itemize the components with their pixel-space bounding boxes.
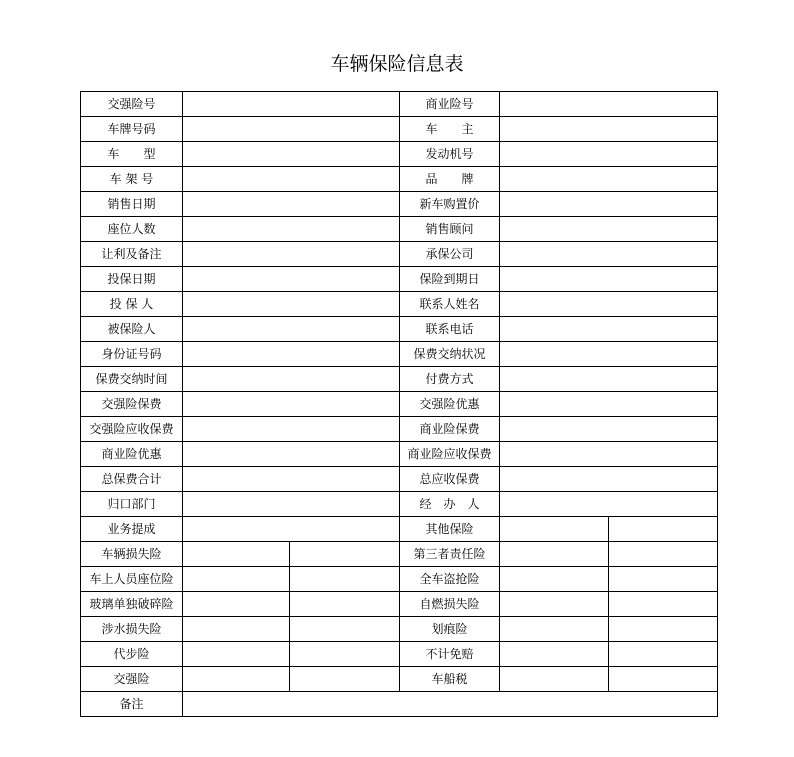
form-row xyxy=(81,292,718,317)
form-row xyxy=(81,242,718,267)
field-label-right: 商业险应收保费 xyxy=(400,442,500,467)
remark-label: 备注 xyxy=(81,692,183,717)
field-value-right[interactable] xyxy=(500,292,718,317)
coverage-row xyxy=(81,642,718,667)
coverage-premium-right[interactable] xyxy=(609,567,718,592)
form-row xyxy=(81,367,718,392)
coverage-row xyxy=(81,567,718,592)
coverage-amount-left[interactable] xyxy=(183,642,290,667)
coverage-premium-left[interactable] xyxy=(290,617,400,642)
field-label-left: 投 保 人 xyxy=(81,292,183,317)
coverage-premium-left[interactable] xyxy=(290,542,400,567)
field-value-right[interactable] xyxy=(500,167,718,192)
field-label-left: 座位人数 xyxy=(81,217,183,242)
field-label-left: 投保日期 xyxy=(81,267,183,292)
field-value-right[interactable] xyxy=(500,192,718,217)
field-value-left[interactable] xyxy=(183,317,400,342)
field-label-left: 销售日期 xyxy=(81,192,183,217)
coverage-label-left: 车上人员座位险 xyxy=(81,567,183,592)
remark-row xyxy=(81,692,718,717)
field-label-left: 总保费合计 xyxy=(81,467,183,492)
field-value-right[interactable] xyxy=(500,242,718,267)
coverage-premium-right[interactable] xyxy=(609,667,718,692)
coverage-premium-right[interactable] xyxy=(609,542,718,567)
field-value-right[interactable] xyxy=(500,142,718,167)
field-label-right: 其他保险 xyxy=(400,517,500,542)
field-label-right: 车 主 xyxy=(400,117,500,142)
field-label-right: 品 牌 xyxy=(400,167,500,192)
page-title: 车辆保险信息表 xyxy=(330,53,464,75)
field-value-right[interactable] xyxy=(500,92,718,117)
coverage-amount-left[interactable] xyxy=(183,542,290,567)
field-label-left: 让利及备注 xyxy=(81,242,183,267)
field-label-left: 归口部门 xyxy=(81,492,183,517)
form-row xyxy=(81,142,718,167)
coverage-label-left: 车辆损失险 xyxy=(81,542,183,567)
coverage-premium-right[interactable] xyxy=(609,592,718,617)
field-value-left[interactable] xyxy=(183,417,400,442)
field-label-left: 交强险号 xyxy=(81,92,183,117)
coverage-premium-left[interactable] xyxy=(290,567,400,592)
field-label-left: 车 架 号 xyxy=(81,167,183,192)
field-value-right[interactable] xyxy=(500,392,718,417)
coverage-label-left: 涉水损失险 xyxy=(81,617,183,642)
field-value-left[interactable] xyxy=(183,217,400,242)
field-label-right: 承保公司 xyxy=(400,242,500,267)
field-label-left: 身份证号码 xyxy=(81,342,183,367)
field-value-left[interactable] xyxy=(183,367,400,392)
field-label-right: 总应收保费 xyxy=(400,467,500,492)
coverage-label-left: 交强险 xyxy=(81,667,183,692)
field-value-right[interactable] xyxy=(500,367,718,392)
field-value-right[interactable] xyxy=(500,492,718,517)
coverage-amount-right[interactable] xyxy=(500,592,609,617)
field-label-right: 联系人姓名 xyxy=(400,292,500,317)
coverage-label-right: 车船税 xyxy=(400,667,500,692)
coverage-label-right: 第三者责任险 xyxy=(400,542,500,567)
field-label-right: 交强险优惠 xyxy=(400,392,500,417)
field-label-right: 联系电话 xyxy=(400,317,500,342)
field-label-left: 车 型 xyxy=(81,142,183,167)
coverage-row xyxy=(81,592,718,617)
form-row xyxy=(81,317,718,342)
form-row xyxy=(81,442,718,467)
field-label-right: 保费交纳状况 xyxy=(400,342,500,367)
field-label-right: 发动机号 xyxy=(400,142,500,167)
form-row xyxy=(81,417,718,442)
coverage-label-right: 自燃损失险 xyxy=(400,592,500,617)
coverage-label-right: 全车盗抢险 xyxy=(400,567,500,592)
field-value-right[interactable] xyxy=(500,117,718,142)
form-row xyxy=(81,92,718,117)
coverage-premium-left[interactable] xyxy=(290,667,400,692)
field-label-left: 商业险优惠 xyxy=(81,442,183,467)
field-value-right[interactable] xyxy=(500,417,718,442)
coverage-row xyxy=(81,617,718,642)
coverage-label-left: 玻璃单独破碎险 xyxy=(81,592,183,617)
field-value-right-extra[interactable] xyxy=(609,517,718,542)
form-row xyxy=(81,517,718,542)
form-row xyxy=(81,217,718,242)
field-label-right: 销售顾问 xyxy=(400,217,500,242)
field-value-right[interactable] xyxy=(500,317,718,342)
form-row xyxy=(81,117,718,142)
field-value-right[interactable] xyxy=(500,442,718,467)
field-label-left: 业务提成 xyxy=(81,517,183,542)
coverage-amount-right[interactable] xyxy=(500,617,609,642)
field-value-right[interactable] xyxy=(500,217,718,242)
coverage-amount-right[interactable] xyxy=(500,542,609,567)
form-row xyxy=(81,167,718,192)
coverage-row xyxy=(81,542,718,567)
field-value-left[interactable] xyxy=(183,242,400,267)
field-label-right: 新车购置价 xyxy=(400,192,500,217)
form-row xyxy=(81,392,718,417)
coverage-label-right: 不计免赔 xyxy=(400,642,500,667)
insurance-form-table xyxy=(80,91,718,717)
coverage-amount-right[interactable] xyxy=(500,667,609,692)
coverage-amount-left[interactable] xyxy=(183,617,290,642)
coverage-label-left: 代步险 xyxy=(81,642,183,667)
coverage-amount-left[interactable] xyxy=(183,567,290,592)
field-value-left[interactable] xyxy=(183,467,400,492)
form-row xyxy=(81,192,718,217)
field-value-left[interactable] xyxy=(183,267,400,292)
field-value-left[interactable] xyxy=(183,192,400,217)
field-label-right: 经 办 人 xyxy=(400,492,500,517)
field-label-right: 付费方式 xyxy=(400,367,500,392)
field-value-left[interactable] xyxy=(183,517,400,542)
field-label-left: 交强险应收保费 xyxy=(81,417,183,442)
coverage-row xyxy=(81,667,718,692)
field-value-left[interactable] xyxy=(183,142,400,167)
form-row xyxy=(81,342,718,367)
field-value-right[interactable] xyxy=(500,517,609,542)
field-value-left[interactable] xyxy=(183,117,400,142)
coverage-premium-left[interactable] xyxy=(290,642,400,667)
field-label-left: 交强险保费 xyxy=(81,392,183,417)
field-value-right[interactable] xyxy=(500,467,718,492)
remark-value[interactable] xyxy=(183,692,718,717)
coverage-label-right: 划痕险 xyxy=(400,617,500,642)
field-label-left: 车牌号码 xyxy=(81,117,183,142)
coverage-premium-right[interactable] xyxy=(609,617,718,642)
coverage-amount-right[interactable] xyxy=(500,567,609,592)
field-label-right: 商业险号 xyxy=(400,92,500,117)
coverage-amount-left[interactable] xyxy=(183,592,290,617)
field-value-left[interactable] xyxy=(183,92,400,117)
coverage-amount-right[interactable] xyxy=(500,642,609,667)
field-label-left: 被保险人 xyxy=(81,317,183,342)
coverage-premium-right[interactable] xyxy=(609,642,718,667)
field-value-left[interactable] xyxy=(183,392,400,417)
form-row xyxy=(81,267,718,292)
coverage-premium-left[interactable] xyxy=(290,592,400,617)
coverage-amount-left[interactable] xyxy=(183,667,290,692)
field-value-left[interactable] xyxy=(183,342,400,367)
field-value-left[interactable] xyxy=(183,167,400,192)
field-label-right: 保险到期日 xyxy=(400,267,500,292)
form-row xyxy=(81,467,718,492)
field-label-right: 商业险保费 xyxy=(400,417,500,442)
form-row xyxy=(81,492,718,517)
field-value-left[interactable] xyxy=(183,492,400,517)
field-value-right[interactable] xyxy=(500,267,718,292)
field-value-right[interactable] xyxy=(500,342,718,367)
field-label-left: 保费交纳时间 xyxy=(81,367,183,392)
field-value-left[interactable] xyxy=(183,292,400,317)
field-value-left[interactable] xyxy=(183,442,400,467)
